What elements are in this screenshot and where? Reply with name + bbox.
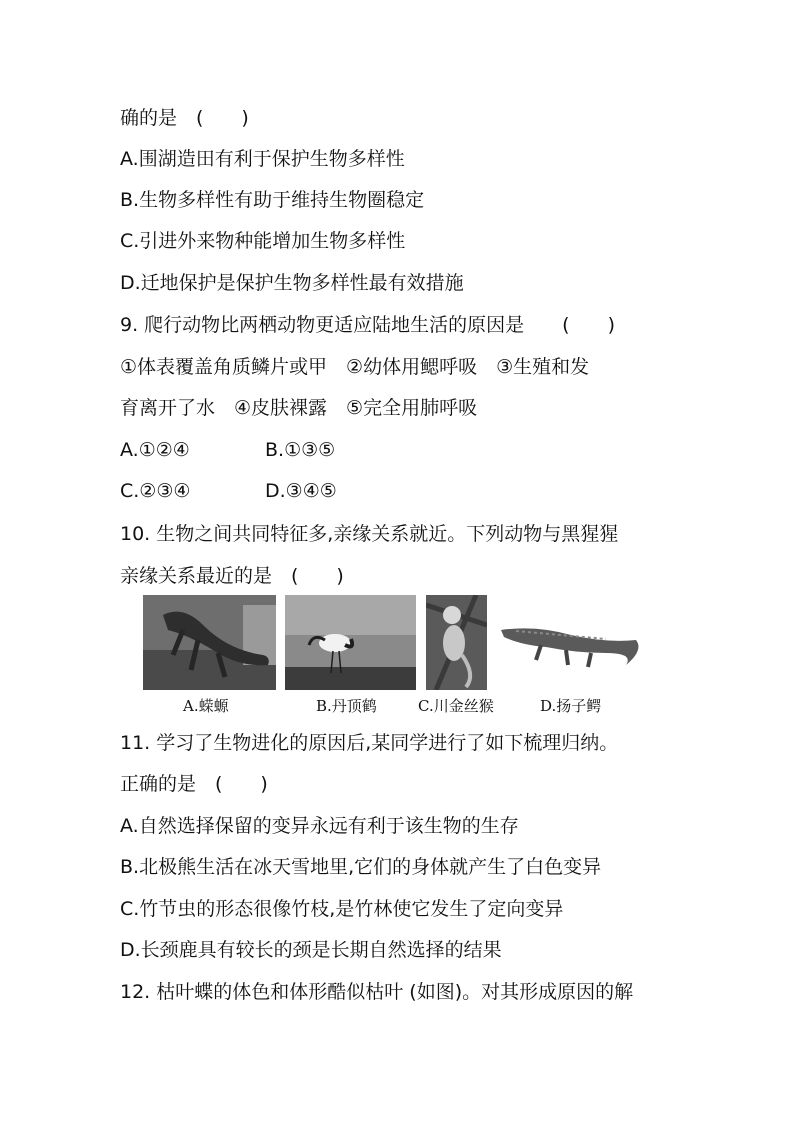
caption-c: C.川金丝猴 bbox=[418, 697, 494, 715]
q11-option-a: A.自然选择保留的变异永远有利于该生物的生存 bbox=[120, 815, 519, 837]
crane-photo bbox=[285, 595, 416, 690]
q11-option-c: C.竹节虫的形态很像竹枝,是竹林使它发生了定向变异 bbox=[120, 898, 564, 920]
q11-stem-line1: 11. 学习了生物进化的原因后,某同学进行了如下梳理归纳。 bbox=[120, 732, 619, 754]
q8-stem-tail: 确的是 ( ) bbox=[120, 107, 249, 129]
q9-stem: 9. 爬行动物比两栖动物更适应陆地生活的原因是 ( ) bbox=[120, 314, 615, 336]
q9-option-a: A.①②④ bbox=[120, 439, 190, 461]
q9-choices-line2: 育离开了水 ④皮肤裸露 ⑤完全用肺呼吸 bbox=[120, 397, 478, 419]
salamander-photo bbox=[143, 595, 276, 690]
q11-option-d: D.长颈鹿具有较长的颈是长期自然选择的结果 bbox=[120, 939, 502, 961]
golden-monkey-photo bbox=[426, 595, 487, 690]
caption-a: A.蝾螈 bbox=[183, 697, 229, 715]
q8-option-a: A.围湖造田有利于保护生物多样性 bbox=[120, 148, 405, 170]
q10-stem-line1: 10. 生物之间共同特征多,亲缘关系就近。下列动物与黑猩猩 bbox=[120, 523, 619, 545]
alligator-photo bbox=[496, 595, 646, 690]
q11-option-b: B.北极熊生活在冰天雪地里,它们的身体就产生了白色变异 bbox=[120, 856, 602, 878]
q12-stem-line1: 12. 枯叶蝶的体色和体形酷似枯叶 (如图)。对其形成原因的解 bbox=[120, 981, 634, 1003]
q10-stem-line2: 亲缘关系最近的是 ( ) bbox=[120, 565, 344, 587]
caption-b: B.丹顶鹤 bbox=[316, 697, 377, 715]
q8-option-b: B.生物多样性有助于维持生物圈稳定 bbox=[120, 189, 425, 211]
q9-option-d: D.③④⑤ bbox=[265, 480, 337, 502]
q9-option-c: C.②③④ bbox=[120, 480, 191, 502]
q8-option-c: C.引进外来物种能增加生物多样性 bbox=[120, 230, 406, 252]
q9-option-b: B.①③⑤ bbox=[265, 439, 336, 461]
q8-option-d: D.迁地保护是保护生物多样性最有效措施 bbox=[120, 272, 464, 294]
caption-d: D.扬子鳄 bbox=[540, 697, 602, 715]
q9-choices-line1: ①体表覆盖角质鳞片或甲 ②幼体用鳃呼吸 ③生殖和发 bbox=[120, 356, 590, 378]
q11-stem-line2: 正确的是 ( ) bbox=[120, 773, 268, 795]
